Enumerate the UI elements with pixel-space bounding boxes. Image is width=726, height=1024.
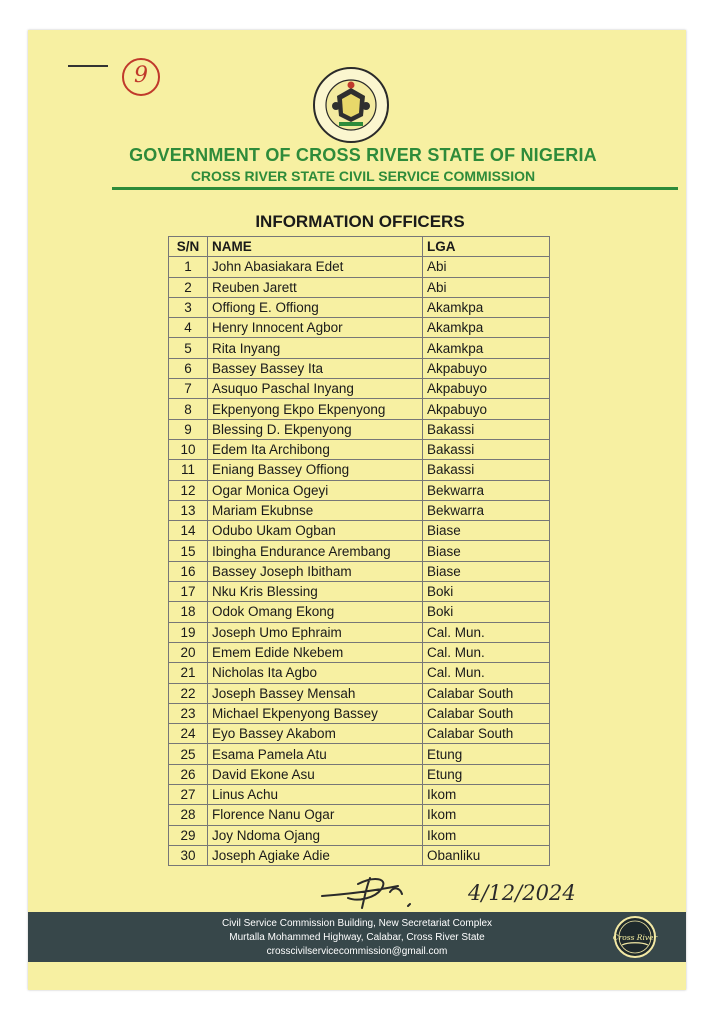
cell-sn: 24 — [169, 724, 208, 744]
table-row — [169, 622, 550, 642]
cell-name: Offiong E. Offiong — [208, 297, 423, 317]
table-row — [169, 419, 550, 439]
cell-sn: 19 — [169, 622, 208, 642]
table-row — [169, 683, 550, 703]
cell-lga: Calabar South — [423, 683, 550, 703]
table-row — [169, 602, 550, 622]
cell-sn: 17 — [169, 582, 208, 602]
cell-lga: Bakassi — [423, 419, 550, 439]
cell-lga: Etung — [423, 764, 550, 784]
cell-name: Mariam Ekubnse — [208, 500, 423, 520]
cell-name: Reuben Jarett — [208, 277, 423, 297]
document-title: INFORMATION OFFICERS — [255, 212, 465, 231]
footer-email: crosscivilservicecommission@gmail.com — [266, 946, 448, 957]
cell-lga: Akamkpa — [423, 297, 550, 317]
cell-sn: 13 — [169, 500, 208, 520]
cell-name: Henry Innocent Agbor — [208, 318, 423, 338]
cell-name: Odubo Ukam Ogban — [208, 521, 423, 541]
table-row — [169, 744, 550, 764]
table-row — [169, 439, 550, 459]
cell-sn: 5 — [169, 338, 208, 358]
cell-lga: Calabar South — [423, 724, 550, 744]
cell-lga: Bakassi — [423, 439, 550, 459]
cell-lga: Biase — [423, 521, 550, 541]
cell-sn: 15 — [169, 541, 208, 561]
table-row — [169, 663, 550, 683]
table-row — [169, 460, 550, 480]
cell-sn: 7 — [169, 379, 208, 399]
cell-lga: Cal. Mun. — [423, 622, 550, 642]
cell-sn: 16 — [169, 561, 208, 581]
column-header-name: NAME — [208, 237, 423, 257]
cell-lga: Ikom — [423, 785, 550, 805]
table-header-row — [169, 237, 550, 257]
cell-name: Asuquo Paschal Inyang — [208, 379, 423, 399]
cell-sn: 26 — [169, 764, 208, 784]
cell-name: John Abasiakara Edet — [208, 257, 423, 277]
table-row — [169, 521, 550, 541]
cell-name: Florence Nanu Ogar — [208, 805, 423, 825]
column-header-sn: S/N — [169, 237, 208, 257]
cell-lga: Ikom — [423, 825, 550, 845]
table-row — [169, 561, 550, 581]
cell-lga: Ikom — [423, 805, 550, 825]
header-divider — [112, 187, 678, 190]
cell-sn: 2 — [169, 277, 208, 297]
cell-lga: Bekwarra — [423, 500, 550, 520]
cell-lga: Akpabuyo — [423, 399, 550, 419]
cell-lga: Cal. Mun. — [423, 663, 550, 683]
signature-date: 4/12/2024 — [468, 881, 576, 905]
table-row — [169, 724, 550, 744]
cell-lga: Akamkpa — [423, 338, 550, 358]
cell-sn: 28 — [169, 805, 208, 825]
cell-lga: Bekwarra — [423, 480, 550, 500]
cell-name: Nku Kris Blessing — [208, 582, 423, 602]
cell-sn: 8 — [169, 399, 208, 419]
footer-logo-text: Cross River — [612, 933, 658, 942]
cell-name: Esama Pamela Atu — [208, 744, 423, 764]
table-row — [169, 338, 550, 358]
table-row — [169, 379, 550, 399]
cell-sn: 11 — [169, 460, 208, 480]
table-row — [169, 805, 550, 825]
cell-sn: 4 — [169, 318, 208, 338]
table-row — [169, 399, 550, 419]
table-row — [169, 825, 550, 845]
cell-name: Emem Edide Nkebem — [208, 642, 423, 662]
cell-sn: 21 — [169, 663, 208, 683]
cell-sn: 6 — [169, 358, 208, 378]
cell-name: Odok Omang Ekong — [208, 602, 423, 622]
cross-river-logo-icon — [612, 915, 658, 959]
cell-sn: 18 — [169, 602, 208, 622]
cell-name: Edem Ita Archibong — [208, 439, 423, 459]
cell-sn: 9 — [169, 419, 208, 439]
cell-name: Joseph Agiake Adie — [208, 845, 423, 865]
column-header-lga: LGA — [423, 237, 550, 257]
cell-sn: 10 — [169, 439, 208, 459]
cell-lga: Cal. Mun. — [423, 642, 550, 662]
cell-sn: 23 — [169, 703, 208, 723]
table-row — [169, 582, 550, 602]
cell-name: Rita Inyang — [208, 338, 423, 358]
cell-lga: Abi — [423, 257, 550, 277]
cell-name: Joseph Umo Ephraim — [208, 622, 423, 642]
cell-name: Bassey Joseph Ibitham — [208, 561, 423, 581]
cell-name: Joseph Bassey Mensah — [208, 683, 423, 703]
cell-name: David Ekone Asu — [208, 764, 423, 784]
handwritten-page-number: 9 — [122, 58, 160, 96]
commission-seal-icon — [312, 66, 390, 144]
table-row — [169, 297, 550, 317]
cell-name: Linus Achu — [208, 785, 423, 805]
commission-heading: CROSS RIVER STATE CIVIL SERVICE COMMISSION — [190, 168, 536, 184]
cell-lga: Akpabuyo — [423, 358, 550, 378]
cell-name: Ekpenyong Ekpo Ekpenyong — [208, 399, 423, 419]
cell-sn: 30 — [169, 845, 208, 865]
table-row — [169, 277, 550, 297]
table-row — [169, 257, 550, 277]
cell-name: Eyo Bassey Akabom — [208, 724, 423, 744]
government-heading: GOVERNMENT OF CROSS RIVER STATE OF NIGERIA — [129, 145, 597, 165]
cell-name: Bassey Bassey Ita — [208, 358, 423, 378]
cell-lga: Calabar South — [423, 703, 550, 723]
footer-address-line2: Murtalla Mohammed Highway, Calabar, Cross River State — [229, 932, 485, 943]
cell-sn: 20 — [169, 642, 208, 662]
cell-name: Nicholas Ita Agbo — [208, 663, 423, 683]
cell-lga: Biase — [423, 541, 550, 561]
cell-sn: 25 — [169, 744, 208, 764]
table-row — [169, 785, 550, 805]
cell-name: Blessing D. Ekpenyong — [208, 419, 423, 439]
cell-sn: 27 — [169, 785, 208, 805]
table-row — [169, 358, 550, 378]
footer-address-line1: Civil Service Commission Building, New Secretariat Complex — [221, 918, 493, 929]
cell-lga: Obanliku — [423, 845, 550, 865]
cell-sn: 29 — [169, 825, 208, 845]
cell-lga: Boki — [423, 602, 550, 622]
table-row — [169, 318, 550, 338]
footer-bar — [28, 912, 686, 962]
cell-lga: Biase — [423, 561, 550, 581]
officers-table — [168, 236, 550, 866]
table-row — [169, 480, 550, 500]
table-row — [169, 703, 550, 723]
cell-name: Joy Ndoma Ojang — [208, 825, 423, 845]
table-row — [169, 500, 550, 520]
cell-sn: 22 — [169, 683, 208, 703]
table-row — [169, 764, 550, 784]
cell-lga: Etung — [423, 744, 550, 764]
cell-name: Ogar Monica Ogeyi — [208, 480, 423, 500]
cell-name: Ibingha Endurance Arembang — [208, 541, 423, 561]
cell-name: Eniang Bassey Offiong — [208, 460, 423, 480]
cell-sn: 1 — [169, 257, 208, 277]
cell-lga: Abi — [423, 277, 550, 297]
cell-lga: Bakassi — [423, 460, 550, 480]
table-body — [169, 257, 550, 866]
table-row — [169, 845, 550, 865]
cell-lga: Akamkpa — [423, 318, 550, 338]
cell-sn: 14 — [169, 521, 208, 541]
cell-lga: Akpabuyo — [423, 379, 550, 399]
handwritten-dash — [68, 65, 108, 67]
handwritten-signature — [318, 872, 598, 912]
cell-name: Michael Ekpenyong Bassey — [208, 703, 423, 723]
cell-lga: Boki — [423, 582, 550, 602]
table-row — [169, 642, 550, 662]
table-row — [169, 541, 550, 561]
cell-sn: 3 — [169, 297, 208, 317]
cell-sn: 12 — [169, 480, 208, 500]
